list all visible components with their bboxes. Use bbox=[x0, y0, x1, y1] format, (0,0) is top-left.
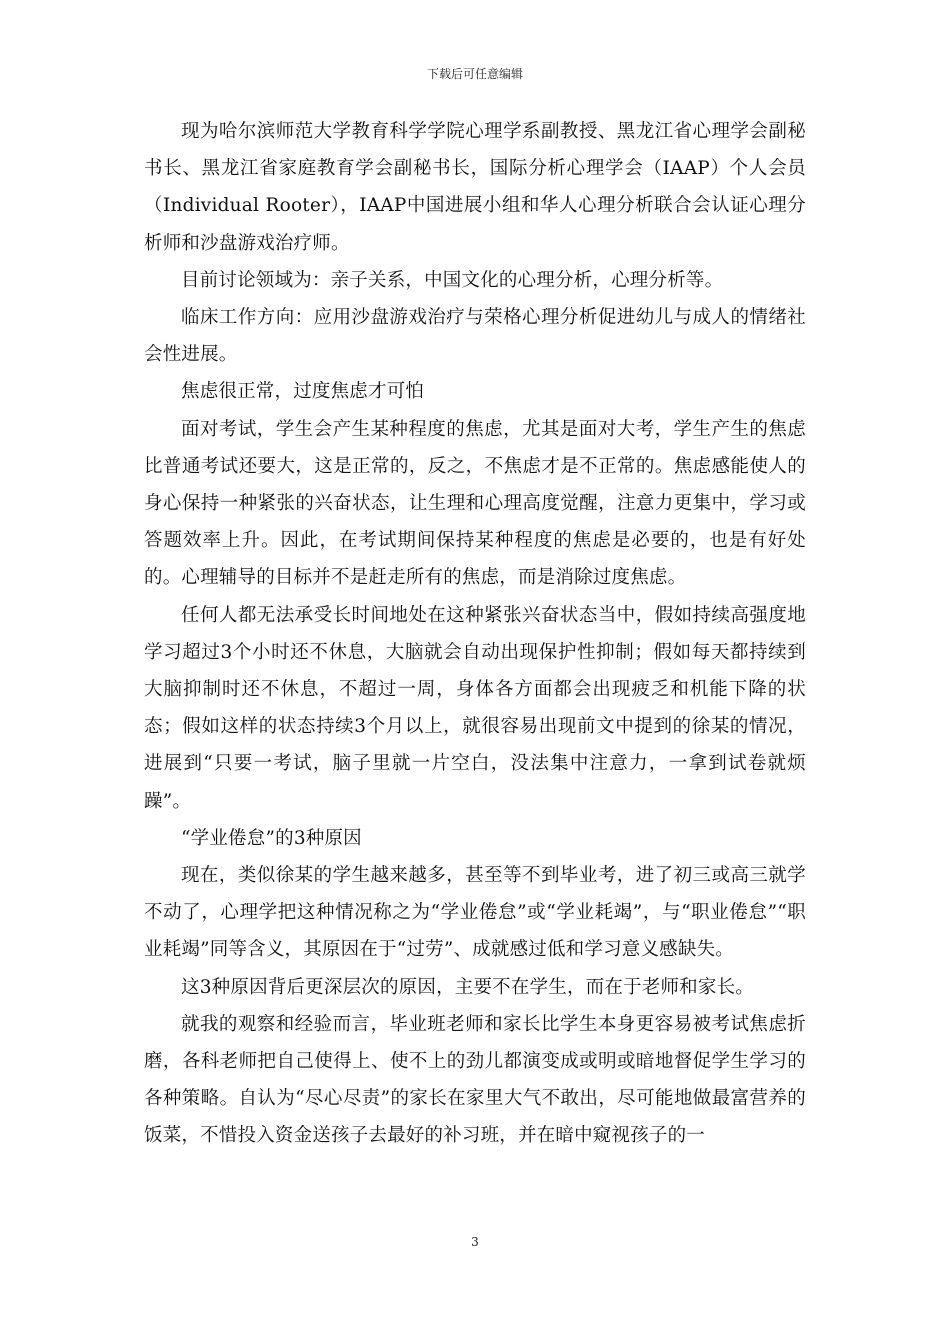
paragraph-burnout: 现在，类似徐某的学生越来越多，甚至等不到毕业考，进了初三或高三就学不动了，心理学把这种情况称之为“学业倦怠”或“学业耗竭”，与“职业倦怠”“职业耗竭”同等含义，其原因在于“过劳”、成就感过低和学习意义感缺失。 bbox=[144, 865, 806, 961]
paragraph-exam-anxiety: 面对考试，学生会产生某种程度的焦虑，尤其是面对大考，学生产生的焦虑比普通考试还要大，这是正常的，反之，不焦虑才是不正常的。焦虑感能使人的身心保持一种紧张的兴奋状态，让生理和心理高度觉醒，注意力更集中，学习或答题效率上升。因此，在考试期间保持某种程度的焦虑是必要的，也是有好处的。心理辅导的目标并不是赶走所有的焦虑，而是消除过度焦虑。 bbox=[144, 418, 806, 589]
paragraph-observation: 就我的观察和经验而言，毕业班老师和家长比学生本身更容易被考试焦虑折磨，各科老师把自己使得上、使不上的劲儿都演变成或明或暗地督促学生学习的各种策略。自认为“尽心尽责”的家长在家里大气不敢出，尽可能地做最富营养的饭菜，不惜投入资金送孩子去最好的补习班，并在暗中窥视孩子的一 bbox=[144, 1013, 806, 1147]
page-number: 3 bbox=[471, 1235, 479, 1249]
paragraph-clinical-direction: 临床工作方向：应用沙盘游戏治疗与荣格心理分析促进幼儿与成人的情绪社会性进展。 bbox=[144, 307, 806, 366]
document-body bbox=[144, 113, 806, 1155]
paragraph-overload: 任何人都无法承受长时间地处在这种紧张兴奋状态当中，假如持续高强度地学习超过3个小时还不休息，大脑就会自动出现保护性抑制；假如每天都持续到大脑抑制时还不休息，不超过一周，身体各方面都会出现疲乏和机能下降的状态；假如这样的状态持续3个月以上，就很容易出现前文中提到的徐某的情况，进展到“只要一考试，脑子里就一片空白，没法集中注意力，一拿到试卷就烦躁”。 bbox=[144, 604, 806, 812]
paragraph-deeper-causes: 这3种原因背后更深层次的原因，主要不在学生，而在于老师和家长。 bbox=[181, 976, 754, 998]
paragraph-research-areas: 目前讨论领域为：亲子关系，中国文化的心理分析，心理分析等。 bbox=[181, 269, 724, 291]
page-header: 下载后可任意编辑 bbox=[426, 67, 523, 81]
paragraph-author-bio: 现为哈尔滨师范大学教育科学学院心理学系副教授、黑龙江省心理学会副秘书长、黑龙江省家庭教育学会副秘书长，国际分析心理学会（IAAP）个人会员（Individual Rooter），IAAP中国进展小组和华人心理分析联合会认证心理分析师和沙盘游戏治疗师。 bbox=[144, 121, 806, 254]
section-heading-burnout: “学业倦怠”的3种原因 bbox=[181, 827, 362, 849]
section-heading-anxiety: 焦虑很正常，过度焦虑才可怕 bbox=[181, 381, 425, 403]
